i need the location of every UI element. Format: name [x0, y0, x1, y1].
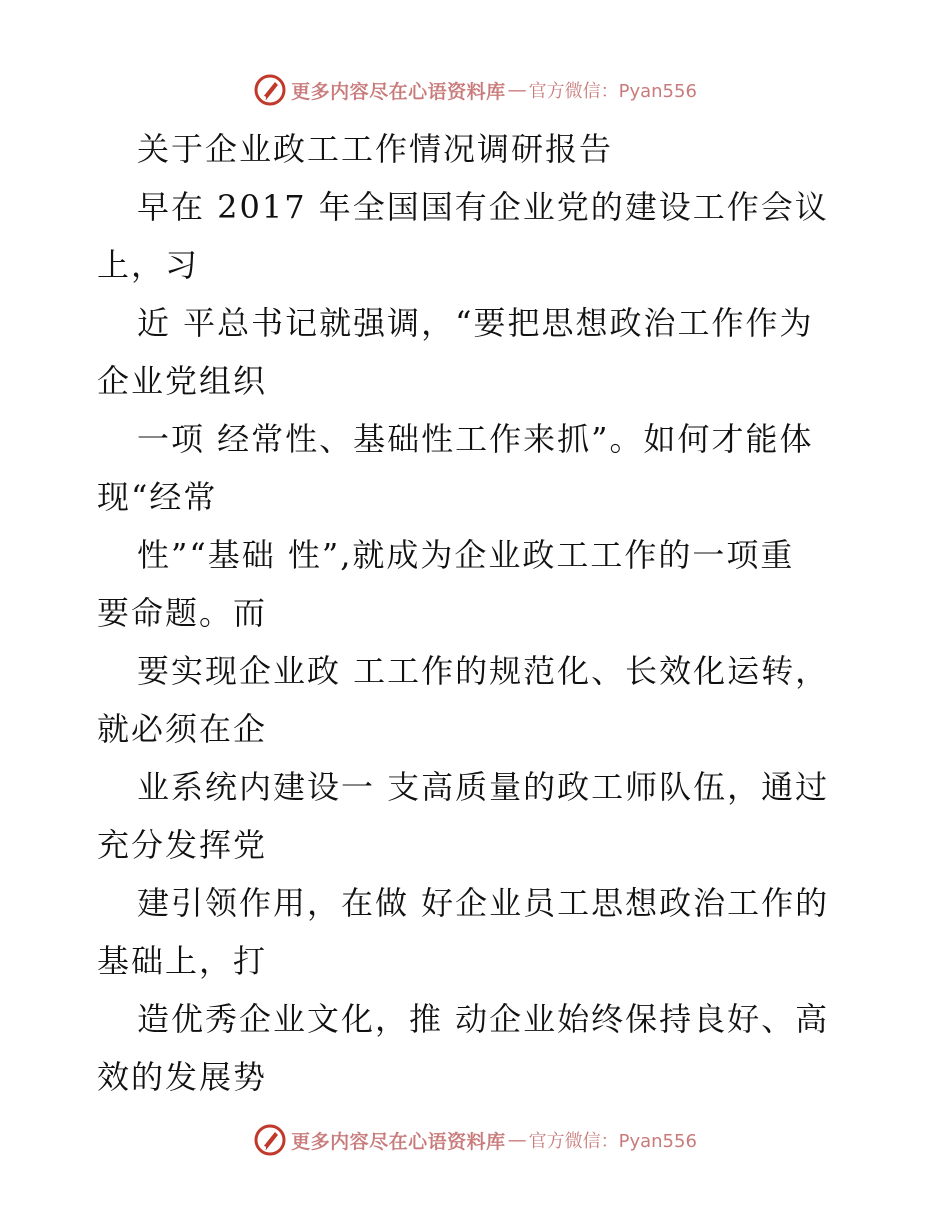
- watermark-main-text: 更多内容尽在心语资料库: [291, 1130, 506, 1153]
- text-line: 企业党组织: [97, 362, 268, 400]
- text-line: 基础上，打: [97, 942, 268, 980]
- text-line: 要命题。而: [97, 594, 268, 632]
- footer-watermark: [0, 1120, 950, 1160]
- text-line: 就必须在企: [97, 710, 268, 748]
- text-line: 上，习: [97, 246, 200, 284]
- text-line: 业系统内建设一 支高质量的政工师队伍，通过: [137, 768, 830, 806]
- document-body: [97, 120, 877, 1106]
- watermark-sub-text: 官方微信：Pyan556: [528, 1131, 697, 1152]
- text-line: 现“经常: [97, 478, 218, 516]
- pen-logo-icon: [253, 1123, 287, 1157]
- text-line: 效的发展势: [97, 1058, 268, 1096]
- text-line: 一项 经常性、基础性工作来抓”。如何才能体: [137, 420, 814, 458]
- text-line: 充分发挥党: [97, 826, 268, 864]
- watermark-sub-text: 官方微信：Pyan556: [528, 81, 697, 102]
- text-line: 近 平总书记就强调，“要把思想政治工作作为: [137, 304, 814, 342]
- text-line: 性”“基础 性”,就成为企业政工工作的一项重: [137, 536, 795, 574]
- pen-logo-icon: [253, 73, 287, 107]
- text-line: 早在 2017 年全国国有企业党的建设工作会议: [137, 188, 829, 226]
- text-line: 造优秀企业文化，推 动企业始终保持良好、高: [137, 1000, 830, 1038]
- text-line: 要实现企业政 工工作的规范化、长效化运转，: [137, 652, 830, 690]
- watermark-main-text: 更多内容尽在心语资料库: [291, 80, 506, 103]
- watermark-separator: —: [507, 1129, 527, 1151]
- document-title: 关于企业政工工作情况调研报告: [137, 130, 614, 168]
- header-watermark: [0, 70, 950, 110]
- text-line: 建引领作用，在做 好企业员工思想政治工作的: [137, 884, 830, 922]
- watermark-separator: —: [507, 79, 527, 101]
